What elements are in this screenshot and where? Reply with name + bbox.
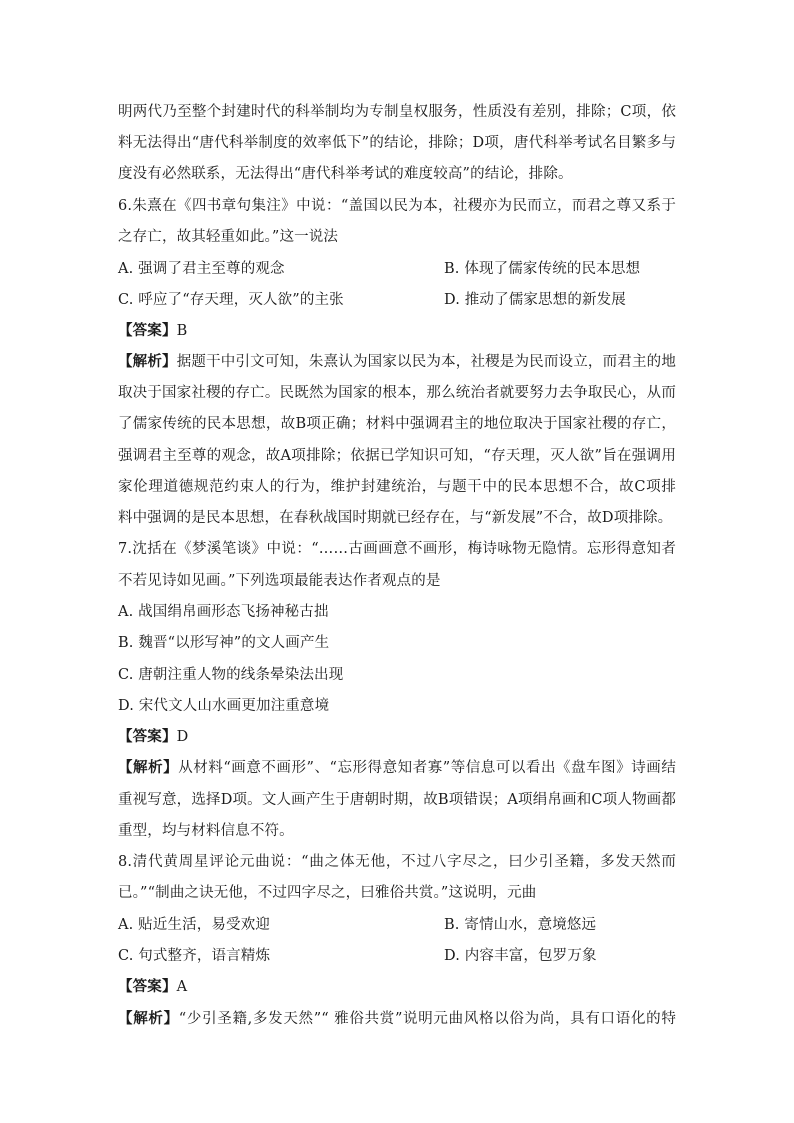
answer-tag: 【答案】 — [118, 322, 177, 339]
answer-tag: 【答案】 — [118, 728, 177, 745]
option-d: D. 推动了儒家思想的新发展 — [444, 292, 626, 308]
analysis-line: 料中强调的是民本思想，在春秋战国时期就已经存在，与“新发展”不合，故D项排除。 — [118, 510, 673, 526]
question-7-stem: 不若见诗如见画。”下列选项最能表达作者观点的是 — [118, 573, 441, 589]
analysis-line: 重视写意，选择D项。文人画产生于唐朝时期，故B项错误；A项绢帛画和C项人物画都 — [118, 792, 676, 808]
question-8-stem: 8.清代黄周星评论元曲说：“曲之体无他，不过八字尽之，曰少引圣籍，多发天然而 — [118, 854, 676, 870]
question-7-stem: 7.沈括在《梦溪笔谈》中说：“……古画画意不画形，梅诗咏物无隐情。忘形得意知者 — [118, 541, 676, 557]
option-c: C. 句式整齐，语言精炼 — [118, 948, 271, 964]
analysis-line — [118, 758, 676, 778]
analysis-tag: 【解析】 — [118, 353, 177, 370]
question-6-stem: 之存亡，故其轻重如此。”这一说法 — [118, 229, 339, 245]
analysis-line — [118, 352, 676, 372]
analysis-line — [118, 1009, 676, 1029]
answer-value: A — [176, 979, 188, 995]
answer-line — [118, 977, 187, 997]
text-line: 度没有必然联系，无法得出“唐代科举考试的难度较高”的结论，排除。 — [118, 166, 573, 182]
analysis-text: 从材料“画意不画形”、“忘形得意知者寡”等信息可以看出《盘车图》诗画结 — [178, 760, 676, 776]
analysis-line: 家伦理道德规范约束人的行为，维护封建统治，与题干中的民本思想不合，故C项排 — [118, 479, 676, 495]
answer-value: B — [176, 323, 188, 339]
analysis-tag: 【解析】 — [118, 759, 179, 776]
option-b: B. 寄情山水，意境悠远 — [444, 917, 597, 933]
option-a: A. 强调了君主至尊的观念 — [118, 261, 285, 277]
analysis-line: 强调君主至尊的观念，故A项排除；依据已学知识可知，“存天理，灭人欲”旨在强调用 — [118, 448, 676, 464]
option-a: A. 战国绢帛画形态飞扬神秘古拙 — [118, 604, 329, 620]
option-b: B. 体现了儒家传统的民本思想 — [444, 261, 641, 277]
analysis-line: 取决于国家社稷的存亡。民既然为国家的根本，那么统治者就要努力去争取民心，从而 — [118, 385, 676, 401]
analysis-line: 了儒家传统的民本思想，故B项正确；材料中强调君主的地位取决于国家社稷的存亡， — [118, 416, 676, 432]
analysis-text: “少引圣籍,多发天然”“ 雅俗共赏”说明元曲风格以俗为尚，具有口语化的特 — [178, 1011, 676, 1027]
option-a: A. 贴近生活，易受欢迎 — [118, 917, 270, 933]
answer-line — [118, 727, 188, 747]
question-8-stem: 已。”“制曲之诀无他，不过四字尽之，曰雅俗共赏。”这说明，元曲 — [118, 885, 537, 901]
analysis-text: 据题干中引文可知，朱熹认为国家以民为本，社稷是为民而设立，而君主的地 — [176, 354, 676, 370]
text-line: 明两代乃至整个封建时代的科举制均为专制皇权服务，性质没有差别，排除；C项，依 — [118, 104, 676, 120]
answer-tag: 【答案】 — [118, 978, 177, 995]
answer-value: D — [176, 729, 189, 745]
option-b: B. 魏晋“以形写神”的文人画产生 — [118, 635, 330, 651]
option-c: C. 唐朝注重人物的线条晕染法出现 — [118, 667, 344, 683]
text-line: 料无法得出“唐代科举制度的效率低下”的结论，排除；D项，唐代科举考试名目繁多与 — [118, 135, 676, 151]
question-6-stem: 6.朱熹在《四书章句集注》中说：“盖国以民为本，社稷亦为民而立，而君之尊又系于 — [118, 198, 676, 214]
answer-line — [118, 321, 187, 341]
analysis-line: 重型，均与材料信息不符。 — [118, 823, 294, 839]
option-d: D. 宋代文人山水画更加注重意境 — [118, 698, 330, 714]
option-c: C. 呼应了“存天理，灭人欲”的主张 — [118, 292, 344, 308]
option-d: D. 内容丰富，包罗万象 — [444, 948, 597, 964]
analysis-tag: 【解析】 — [118, 1010, 179, 1027]
